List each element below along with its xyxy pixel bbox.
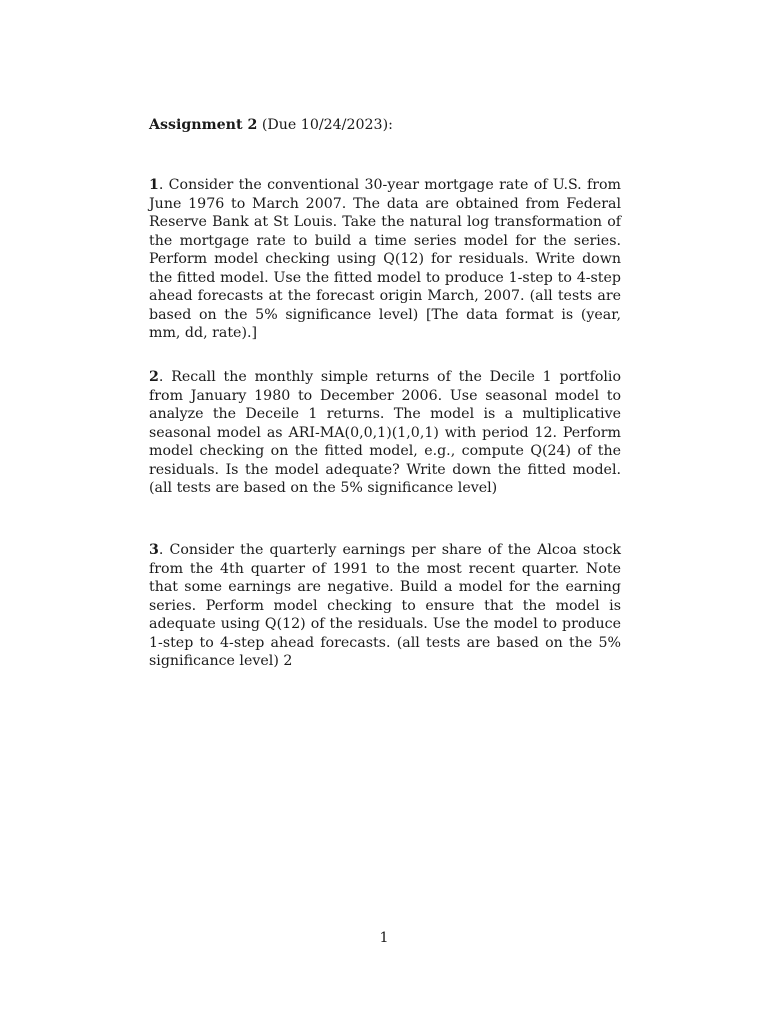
problem-text: . Recall the monthly simple returns of the Decile 1 portfolio from January 1980 to December 2006. Use seasonal model to analyze the Deceile 1 returns. The model is a multiplicative seasonal model as ARI-MA(0,0,1)(1,0,1) with period 12. Perform model checking on the fitted model, e.g., compute Q(24) of the residuals. Is the model adequate? Write down the fitted model. (all tests are based on the 5% significance level) <box>149 369 621 496</box>
problem-text: . Consider the conventional 30-year mortgage rate of U.S. from June 1976 to March 2007. The data are obtained from Federal Reserve Bank at St Louis. Take the natural log transformation of the mortgage rate to build a time series model for the series. Perform model checking using Q(12) for residuals. Write down the fitted model. Use the fitted model to produce 1-step to 4-step ahead forecasts at the forecast origin March, 2007. (all tests are based on the 5% significance level) [The data format is (year, mm, dd, rate).] <box>149 177 621 341</box>
assignment-header <box>149 116 629 135</box>
problem-text: . Consider the quarterly earnings per share of the Alcoa stock from the 4th quarter of 1991 to the most recent quarter. Note that some earnings are negative. Build a model for the earning series. Perform model checking to ensure that the model is adequate using Q(12) of the residuals. Use the model to produce 1-step to 4-step ahead forecasts. (all tests are based on the 5% significance level) 2 <box>149 542 621 669</box>
problem-3 <box>149 541 621 671</box>
problem-2 <box>149 368 621 498</box>
assignment-title: Assignment 2 <box>149 117 258 133</box>
problem-number: 3 <box>149 542 159 558</box>
problem-number: 2 <box>149 369 159 385</box>
problem-number: 1 <box>149 177 159 193</box>
page-number: 1 <box>379 930 389 946</box>
problem-1 <box>149 176 621 343</box>
due-date: (Due 10/24/2023): <box>261 117 393 133</box>
